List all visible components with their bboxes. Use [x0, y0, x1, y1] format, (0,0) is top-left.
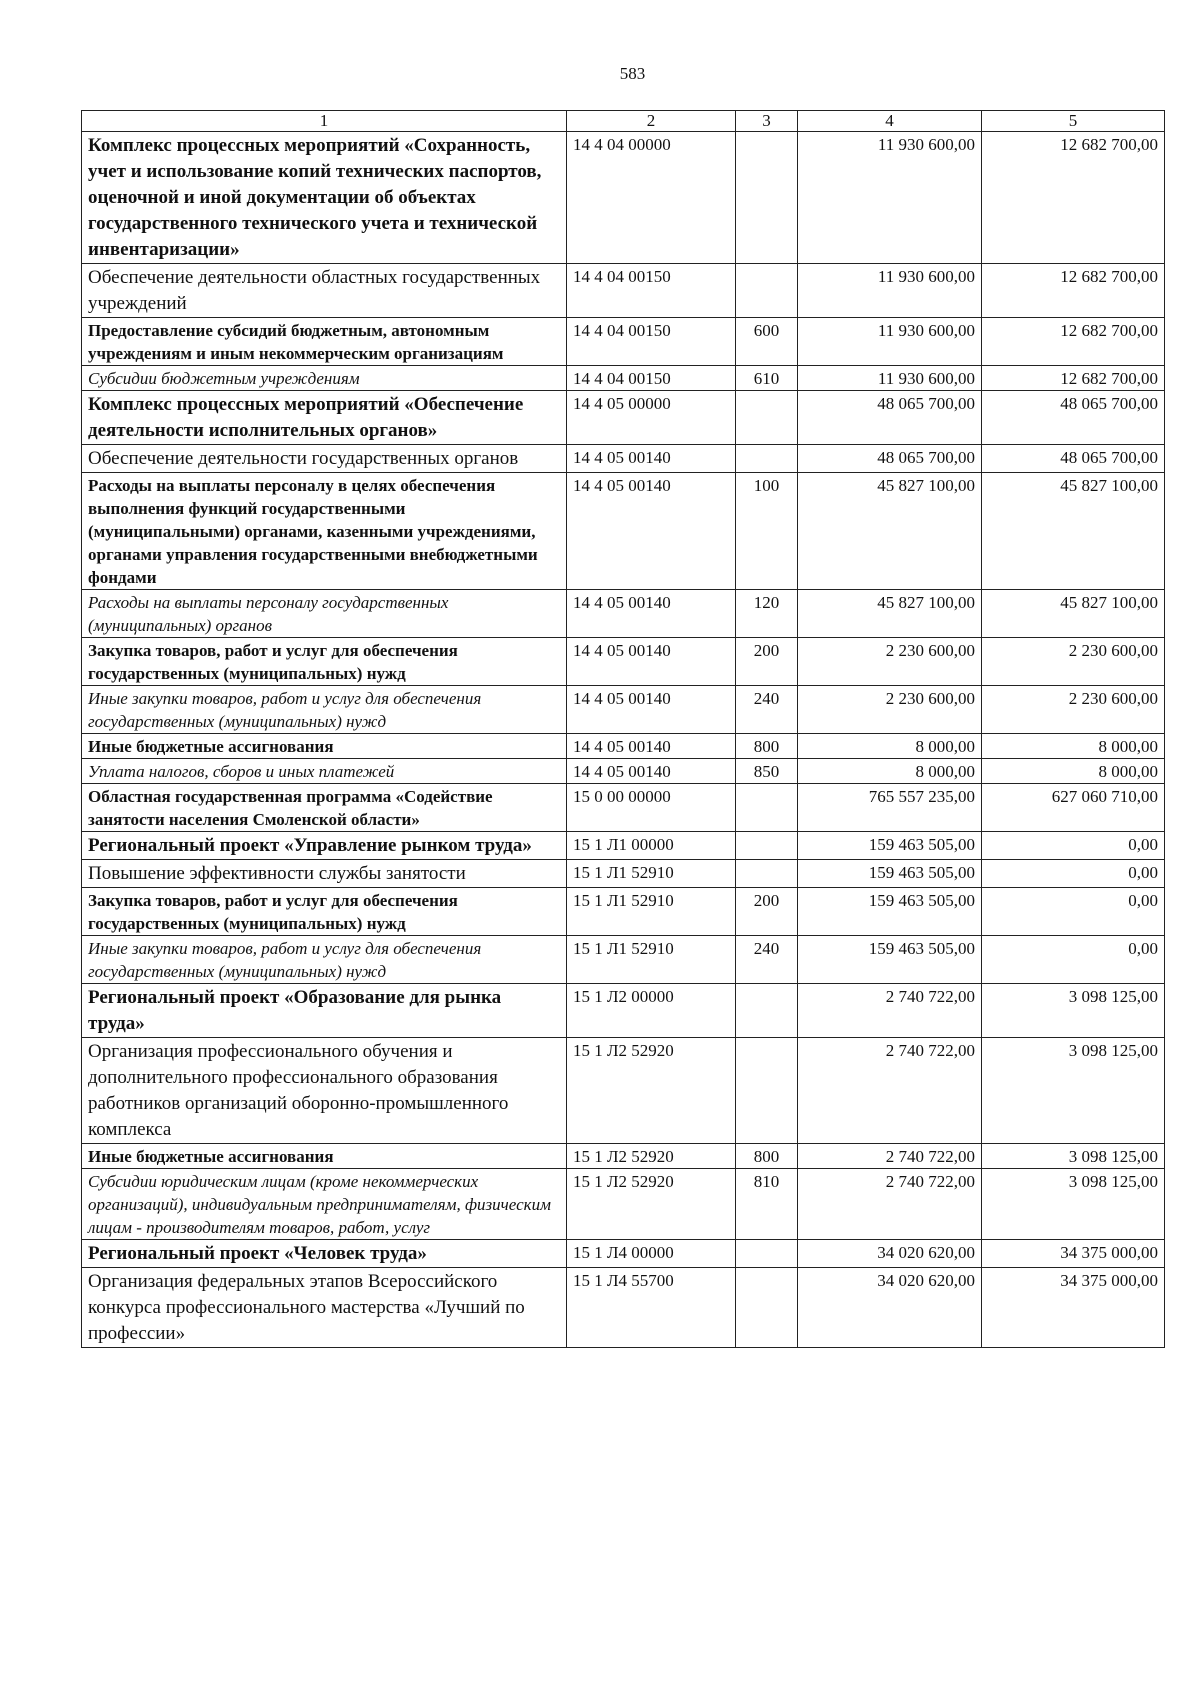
- row-sum-2025-cell: 765 557 235,00: [798, 784, 982, 832]
- table-row: [82, 936, 1165, 984]
- row-kvr-cell: 600: [736, 318, 798, 366]
- table-body: [82, 132, 1165, 1348]
- row-sum-2025-cell: 48 065 700,00: [798, 445, 982, 473]
- row-code-cell: 14 4 05 00140: [567, 590, 736, 638]
- row-code-cell: 14 4 05 00140: [567, 473, 736, 590]
- row-sum-2025-cell: 45 827 100,00: [798, 473, 982, 590]
- row-sum-2026-cell: 0,00: [982, 888, 1165, 936]
- row-sum-2025-cell: 34 020 620,00: [798, 1240, 982, 1268]
- row-code-cell: 15 1 Л1 52910: [567, 888, 736, 936]
- row-sum-2026-cell: 3 098 125,00: [982, 1038, 1165, 1144]
- table-row: [82, 784, 1165, 832]
- row-kvr-cell: [736, 832, 798, 860]
- row-name-cell: Обеспечение деятельности областных государственных учреждений: [82, 264, 567, 318]
- row-code-cell: 14 4 04 00000: [567, 132, 736, 264]
- row-code-cell: 14 4 05 00140: [567, 734, 736, 759]
- table-row: [82, 860, 1165, 888]
- row-kvr-cell: 810: [736, 1169, 798, 1240]
- row-name-cell: Организация профессионального обучения и дополнительного профессионального образования работников организаций оборонно-промышленного комплекса: [82, 1038, 567, 1144]
- row-sum-2025-cell: 2 740 722,00: [798, 1144, 982, 1169]
- row-sum-2025-cell: 159 463 505,00: [798, 832, 982, 860]
- header-col-3: 3: [736, 111, 798, 132]
- table-row: [82, 590, 1165, 638]
- row-code-cell: 14 4 05 00140: [567, 686, 736, 734]
- row-name-cell: Областная государственная программа «Содействие занятости населения Смоленской области»: [82, 784, 567, 832]
- row-code-cell: 15 1 Л4 00000: [567, 1240, 736, 1268]
- row-sum-2026-cell: 12 682 700,00: [982, 366, 1165, 391]
- row-sum-2025-cell: 34 020 620,00: [798, 1268, 982, 1348]
- row-sum-2025-cell: 45 827 100,00: [798, 590, 982, 638]
- table-row: [82, 391, 1165, 445]
- table-row: [82, 984, 1165, 1038]
- row-kvr-cell: [736, 132, 798, 264]
- table-row: [82, 445, 1165, 473]
- header-col-5: 5: [982, 111, 1165, 132]
- row-sum-2026-cell: 48 065 700,00: [982, 445, 1165, 473]
- row-name-cell: Иные закупки товаров, работ и услуг для обеспечения государственных (муниципальных) нужд: [82, 686, 567, 734]
- row-sum-2026-cell: 45 827 100,00: [982, 590, 1165, 638]
- row-code-cell: 14 4 05 00140: [567, 638, 736, 686]
- row-code-cell: 15 1 Л2 52920: [567, 1038, 736, 1144]
- row-sum-2025-cell: 2 740 722,00: [798, 1038, 982, 1144]
- row-code-cell: 14 4 05 00140: [567, 759, 736, 784]
- table-row: [82, 1240, 1165, 1268]
- row-name-cell: Иные закупки товаров, работ и услуг для обеспечения государственных (муниципальных) нужд: [82, 936, 567, 984]
- table-row: [82, 734, 1165, 759]
- row-sum-2025-cell: 8 000,00: [798, 734, 982, 759]
- row-sum-2026-cell: 8 000,00: [982, 734, 1165, 759]
- row-sum-2026-cell: 34 375 000,00: [982, 1240, 1165, 1268]
- row-name-cell: Региональный проект «Управление рынком труда»: [82, 832, 567, 860]
- row-sum-2025-cell: 11 930 600,00: [798, 366, 982, 391]
- row-code-cell: 15 1 Л2 52920: [567, 1169, 736, 1240]
- row-name-cell: Расходы на выплаты персоналу государственных (муниципальных) органов: [82, 590, 567, 638]
- row-sum-2025-cell: 2 740 722,00: [798, 984, 982, 1038]
- table-row: [82, 1169, 1165, 1240]
- page-number: 583: [619, 64, 646, 83]
- row-name-cell: Закупка товаров, работ и услуг для обеспечения государственных (муниципальных) нужд: [82, 638, 567, 686]
- table-row: [82, 638, 1165, 686]
- table-row: [82, 264, 1165, 318]
- row-name-cell: Иные бюджетные ассигнования: [82, 734, 567, 759]
- row-kvr-cell: 100: [736, 473, 798, 590]
- table-row: [82, 888, 1165, 936]
- row-kvr-cell: 200: [736, 888, 798, 936]
- row-code-cell: 14 4 05 00140: [567, 445, 736, 473]
- row-sum-2025-cell: 159 463 505,00: [798, 860, 982, 888]
- row-kvr-cell: [736, 445, 798, 473]
- row-kvr-cell: 240: [736, 686, 798, 734]
- row-kvr-cell: [736, 264, 798, 318]
- row-sum-2025-cell: 159 463 505,00: [798, 888, 982, 936]
- row-code-cell: 15 1 Л1 00000: [567, 832, 736, 860]
- row-code-cell: 14 4 04 00150: [567, 264, 736, 318]
- row-sum-2025-cell: 2 740 722,00: [798, 1169, 982, 1240]
- row-code-cell: 14 4 04 00150: [567, 366, 736, 391]
- table-row: [82, 366, 1165, 391]
- row-kvr-cell: [736, 784, 798, 832]
- row-sum-2026-cell: 34 375 000,00: [982, 1268, 1165, 1348]
- row-name-cell: Субсидии юридическим лицам (кроме некоммерческих организаций), индивидуальным предпринимателям, физическим лицам - производителям товаров, работ, услуг: [82, 1169, 567, 1240]
- row-kvr-cell: [736, 860, 798, 888]
- row-kvr-cell: [736, 391, 798, 445]
- table-row: [82, 686, 1165, 734]
- header-col-2: 2: [567, 111, 736, 132]
- row-kvr-cell: 200: [736, 638, 798, 686]
- table-row: [82, 132, 1165, 264]
- header-row: [82, 111, 1165, 132]
- row-code-cell: 14 4 04 00150: [567, 318, 736, 366]
- row-sum-2026-cell: 0,00: [982, 936, 1165, 984]
- row-sum-2026-cell: 12 682 700,00: [982, 318, 1165, 366]
- row-sum-2026-cell: 3 098 125,00: [982, 1144, 1165, 1169]
- row-kvr-cell: 800: [736, 1144, 798, 1169]
- row-sum-2025-cell: 11 930 600,00: [798, 318, 982, 366]
- row-name-cell: Организация федеральных этапов Всероссийского конкурса профессионального мастерства «Лучший по профессии»: [82, 1268, 567, 1348]
- row-sum-2025-cell: 2 230 600,00: [798, 686, 982, 734]
- row-sum-2026-cell: 0,00: [982, 860, 1165, 888]
- row-sum-2026-cell: 627 060 710,00: [982, 784, 1165, 832]
- row-sum-2026-cell: 3 098 125,00: [982, 984, 1165, 1038]
- row-sum-2026-cell: 3 098 125,00: [982, 1169, 1165, 1240]
- row-sum-2025-cell: 11 930 600,00: [798, 132, 982, 264]
- row-sum-2025-cell: 8 000,00: [798, 759, 982, 784]
- row-name-cell: Иные бюджетные ассигнования: [82, 1144, 567, 1169]
- row-sum-2026-cell: 2 230 600,00: [982, 686, 1165, 734]
- row-name-cell: Обеспечение деятельности государственных органов: [82, 445, 567, 473]
- row-kvr-cell: 610: [736, 366, 798, 391]
- row-name-cell: Уплата налогов, сборов и иных платежей: [82, 759, 567, 784]
- row-name-cell: Субсидии бюджетным учреждениям: [82, 366, 567, 391]
- row-code-cell: 15 1 Л2 52920: [567, 1144, 736, 1169]
- table-row: [82, 1268, 1165, 1348]
- row-code-cell: 15 1 Л2 00000: [567, 984, 736, 1038]
- table-row: [82, 832, 1165, 860]
- row-kvr-cell: 120: [736, 590, 798, 638]
- row-kvr-cell: 240: [736, 936, 798, 984]
- row-code-cell: 14 4 05 00000: [567, 391, 736, 445]
- row-kvr-cell: [736, 1268, 798, 1348]
- table-row: [82, 473, 1165, 590]
- row-code-cell: 15 1 Л4 55700: [567, 1268, 736, 1348]
- row-kvr-cell: [736, 1240, 798, 1268]
- row-sum-2026-cell: 48 065 700,00: [982, 391, 1165, 445]
- row-kvr-cell: [736, 1038, 798, 1144]
- row-sum-2026-cell: 45 827 100,00: [982, 473, 1165, 590]
- table-row: [82, 1144, 1165, 1169]
- row-sum-2025-cell: 11 930 600,00: [798, 264, 982, 318]
- table-row: [82, 1038, 1165, 1144]
- row-kvr-cell: [736, 984, 798, 1038]
- row-kvr-cell: 850: [736, 759, 798, 784]
- header-col-1: 1: [82, 111, 567, 132]
- budget-table: [81, 110, 1165, 1348]
- table-row: [82, 318, 1165, 366]
- row-sum-2025-cell: 159 463 505,00: [798, 936, 982, 984]
- row-name-cell: Комплекс процессных мероприятий «Сохранность, учет и использование копий технических паспортов, оценочной и иной документации об объектах государственного технического учета и технической инвентаризации»: [82, 132, 567, 264]
- row-name-cell: Региональный проект «Человек труда»: [82, 1240, 567, 1268]
- row-sum-2026-cell: 8 000,00: [982, 759, 1165, 784]
- row-code-cell: 15 1 Л1 52910: [567, 936, 736, 984]
- table-row: [82, 759, 1165, 784]
- row-sum-2025-cell: 2 230 600,00: [798, 638, 982, 686]
- row-kvr-cell: 800: [736, 734, 798, 759]
- row-code-cell: 15 0 00 00000: [567, 784, 736, 832]
- row-name-cell: Комплекс процессных мероприятий «Обеспечение деятельности исполнительных органов»: [82, 391, 567, 445]
- row-name-cell: Предоставление субсидий бюджетным, автономным учреждениям и иным некоммерческим организациям: [82, 318, 567, 366]
- row-sum-2025-cell: 48 065 700,00: [798, 391, 982, 445]
- row-code-cell: 15 1 Л1 52910: [567, 860, 736, 888]
- row-sum-2026-cell: 12 682 700,00: [982, 132, 1165, 264]
- row-name-cell: Расходы на выплаты персоналу в целях обеспечения выполнения функций государственными (муниципальными) органами, казенными учреждениями, органами управления государственными внебюджетными фондами: [82, 473, 567, 590]
- row-name-cell: Региональный проект «Образование для рынка труда»: [82, 984, 567, 1038]
- header-col-4: 4: [798, 111, 982, 132]
- row-sum-2026-cell: 12 682 700,00: [982, 264, 1165, 318]
- row-name-cell: Повышение эффективности службы занятости: [82, 860, 567, 888]
- row-sum-2026-cell: 0,00: [982, 832, 1165, 860]
- row-sum-2026-cell: 2 230 600,00: [982, 638, 1165, 686]
- row-name-cell: Закупка товаров, работ и услуг для обеспечения государственных (муниципальных) нужд: [82, 888, 567, 936]
